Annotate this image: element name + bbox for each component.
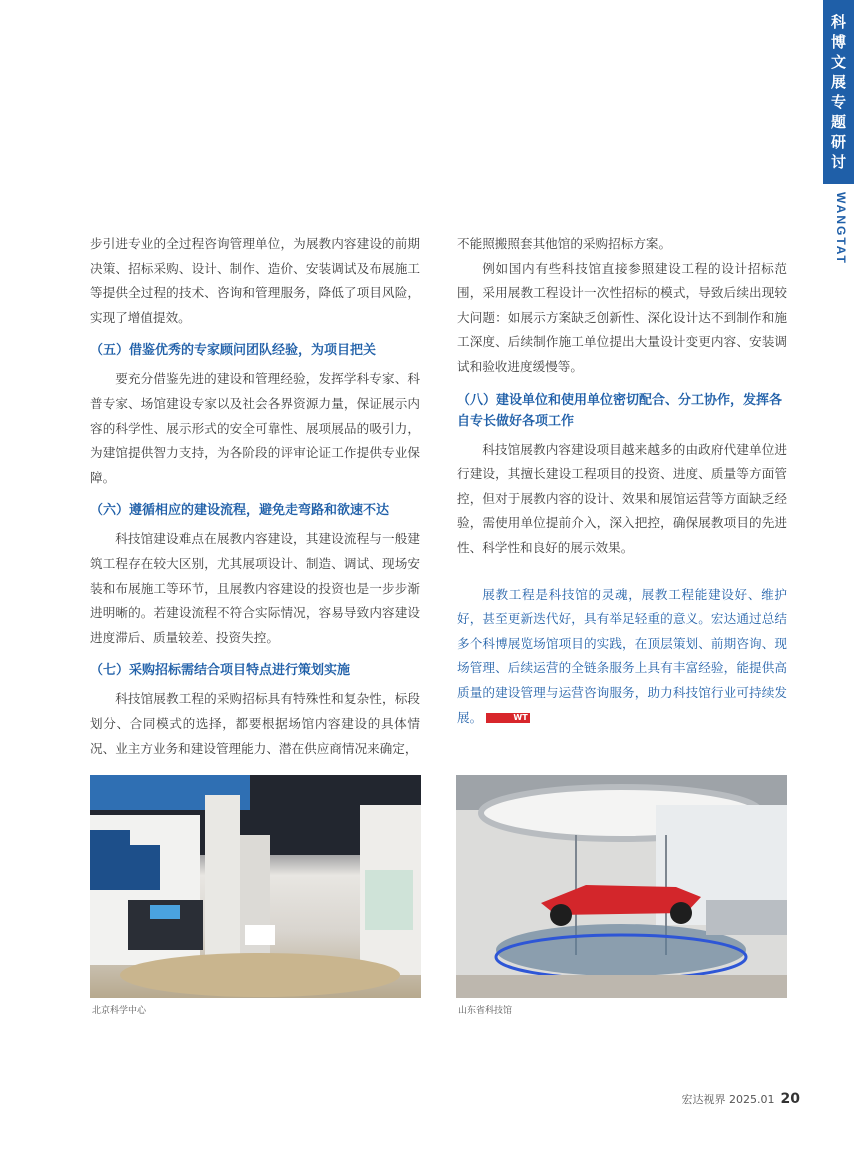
race-car-exhibit-illustration [456, 775, 787, 998]
photo-caption: 北京科学中心 [92, 1006, 147, 1016]
paragraph: 不能照搬照套其他馆的采购招标方案。 [457, 236, 672, 251]
section-tab-char: 专 [830, 93, 846, 111]
closing-paragraph [457, 583, 787, 731]
section-tab-char: 文 [830, 53, 846, 71]
section-tab-char: 博 [830, 33, 846, 51]
section-tab [823, 0, 854, 184]
wt-logo-icon: WT [486, 713, 529, 723]
paragraph: 科技馆展教内容建设项目越来越多的由政府代建单位进行建设，其擅长建设工程项目的投资、进度、质量等方面管控，但对于展教内容的设计、效果和展馆运营等方面缺乏经验，需使用单位提前介入，深入把控，确保展教项目的先进性、科学性和良好的展示效果。 [457, 441, 787, 555]
page-number: 20 [780, 1091, 800, 1107]
magazine-issue: 宏达视界 2025.01 [681, 1093, 775, 1106]
photo-beijing-science-center [90, 775, 421, 998]
right-column [457, 232, 787, 730]
closing-text: 展教工程是科技馆的灵魂，展教工程能建设好、维护好，甚至更新迭代好，具有举足轻重的意义。宏达通过总结多个科博展览场馆项目的实践，在顶层策划、前期咨询、现场管理、后续运营的全链条服务上具有丰富经验，能提供高质量的建设管理与运营咨询服务，助力科技馆行业可持续发展。 [457, 586, 787, 725]
exhibition-hall-illustration [90, 775, 421, 998]
section-heading: （八）建设单位和使用单位密切配合、分工协作，发挥各自专长做好各项工作 [457, 392, 783, 429]
section-tab-char: 科 [830, 13, 846, 31]
brand-vertical-text: WANGTAT [834, 192, 848, 265]
section-tab-char: 展 [830, 73, 846, 91]
paragraph: 例如国内有些科技馆直接参照建设工程的设计招标范围，采用展教工程设计一次性招标的模式，导致后续出现较大问题：如展示方案缺乏创新性、深化设计达不到制作和施工深度、后续制作施工单位提出大量设计变更内容、安装调试和验收进度缓慢等。 [457, 260, 787, 374]
paragraph: 要充分借鉴先进的建设和管理经验，发挥学科专家、科普专家、场馆建设专家以及社会各界资源力量，保证展示内容的科学性、展示形式的安全可靠性、展项展品的吸引力，为建馆提供智力支持，为各阶段的评审论证工作提供专业保障。 [90, 371, 420, 485]
paragraph: 科技馆建设难点在展教内容建设，其建设流程与一般建筑工程存在较大区别，尤其展项设计、制造、调试、现场安装和布展施工等环节，且展教内容建设的投资也是一步步渐进明晰的。若建设流程不符合实际情况，容易导致内容建设进度滞后、质量较差、投资失控。 [90, 531, 420, 645]
photo-caption: 山东省科技馆 [458, 1006, 513, 1016]
section-heading: （五）借鉴优秀的专家顾问团队经验，为项目把关 [90, 343, 377, 359]
section-tab-char: 研 [830, 133, 846, 151]
section-heading: （六）遵循相应的建设流程，避免走弯路和欲速不达 [90, 503, 390, 519]
page-footer [682, 1091, 800, 1107]
section-tab-char: 讨 [830, 153, 846, 171]
photo-shandong-science-museum [456, 775, 787, 998]
left-column [90, 232, 420, 761]
section-tab-char: 题 [830, 113, 846, 131]
section-heading: （七）采购招标需结合项目特点进行策划实施 [90, 663, 351, 679]
paragraph: 科技馆展教工程的采购招标具有特殊性和复杂性，标段划分、合同模式的选择，都要根据场馆内容建设的具体情况、业主方业务和建设管理能力、潜在供应商情况来确定， [90, 691, 420, 756]
paragraph: 步引进专业的全过程咨询管理单位，为展教内容建设的前期决策、招标采购、设计、制作、造价、安装调试及布展施工等提供全过程的技术、咨询和管理服务，降低了项目风险，实现了增值提效。 [90, 236, 420, 325]
